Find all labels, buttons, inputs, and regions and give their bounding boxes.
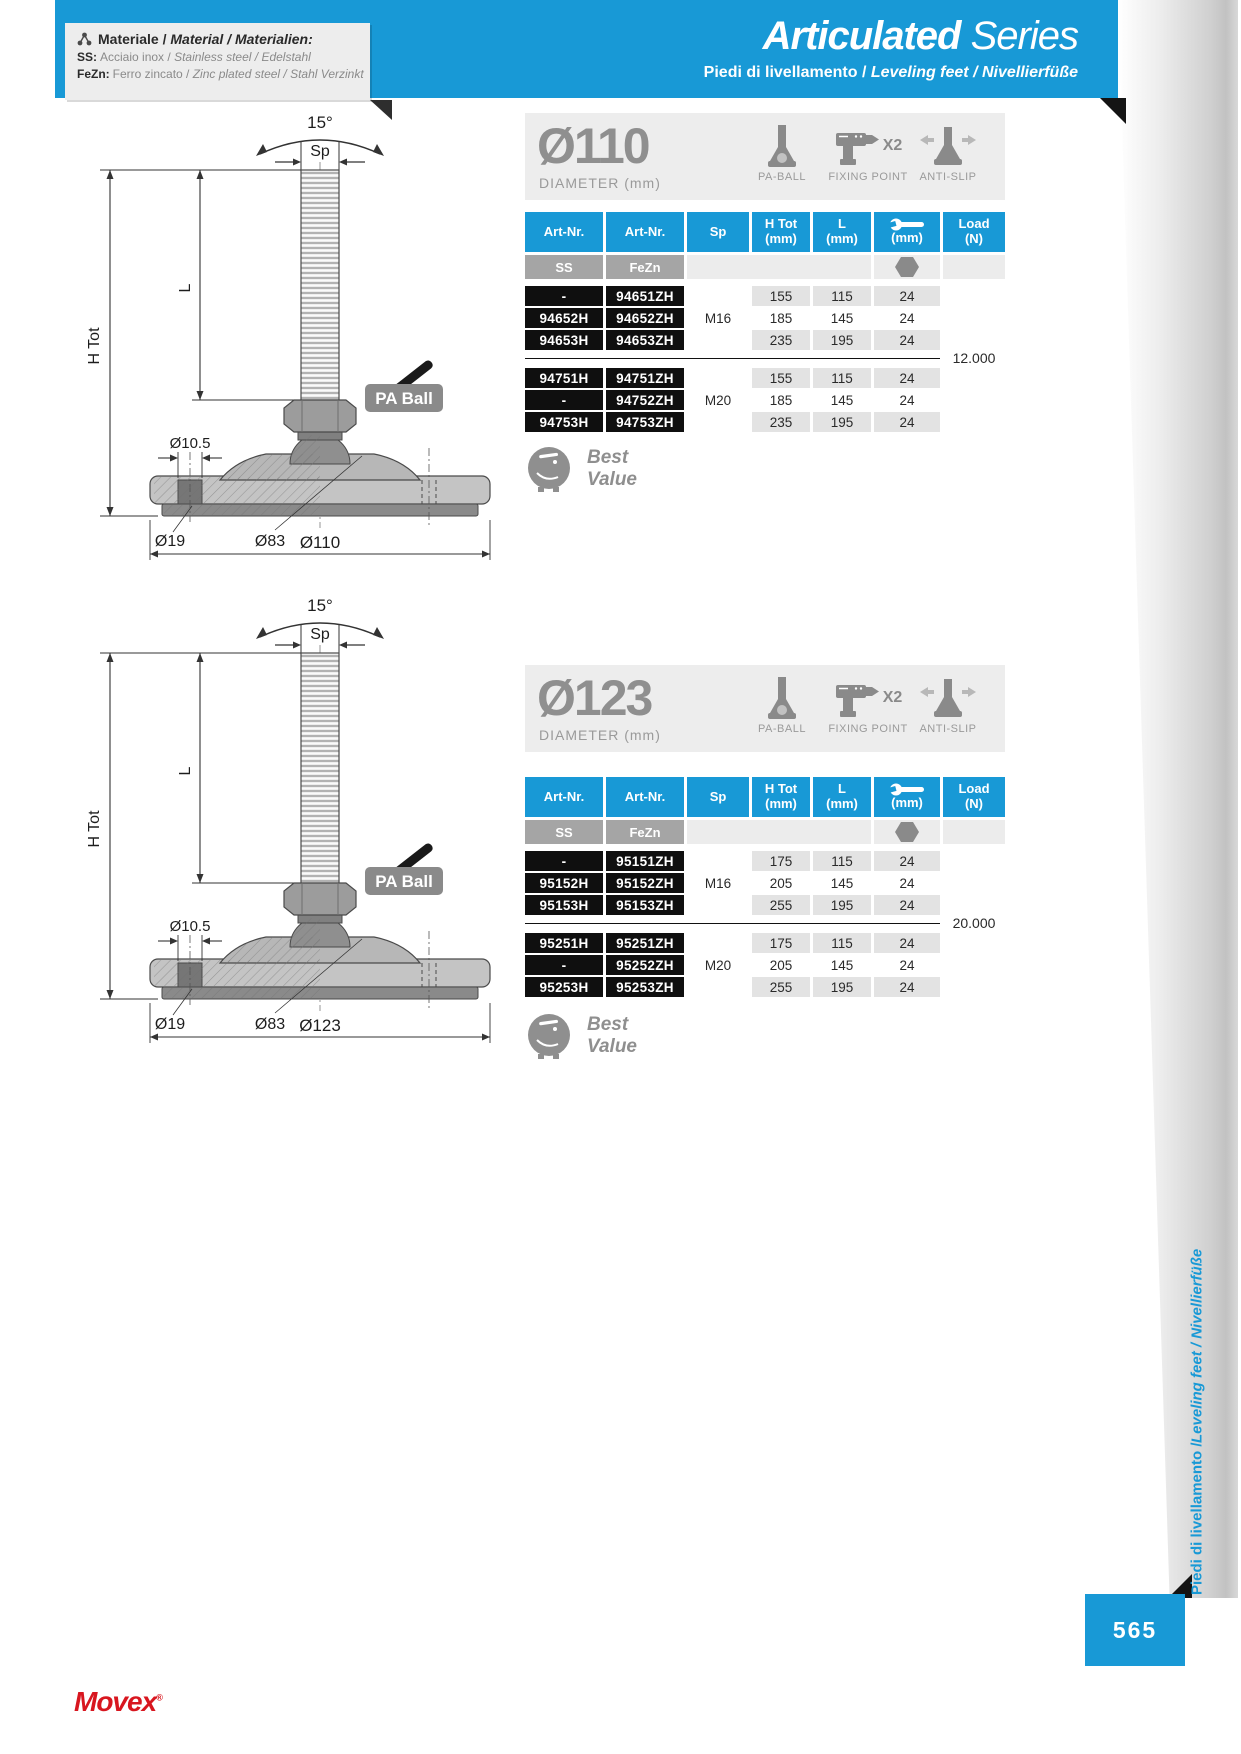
hole-dia-label: Ø10.5 xyxy=(169,435,211,452)
sp-label: Sp xyxy=(310,143,330,160)
htot-cell: 235 xyxy=(752,330,810,350)
key-cell: 24 xyxy=(874,873,940,893)
feature-anti-slip: ANTI-SLIP xyxy=(908,125,988,183)
fixing-x2: X2 xyxy=(882,137,903,154)
sub-spacer xyxy=(687,820,871,844)
key-cell: 24 xyxy=(874,851,940,871)
hex-nut-icon xyxy=(895,257,919,277)
table-row xyxy=(525,390,1005,410)
material-title-it: Materiale / xyxy=(98,31,171,47)
table-row xyxy=(525,330,1005,350)
sp-cell xyxy=(687,368,749,388)
material-line-fezn: FeZn: Ferro zincato / Zinc plated steel / Stahl Verzinkt xyxy=(77,67,364,81)
sp-cell: M16 xyxy=(704,310,732,326)
material-title-en: Material / Materialien: xyxy=(170,31,313,47)
load-value: 20.000 xyxy=(952,915,996,931)
page-subtitle xyxy=(704,64,1078,82)
artnr-fezn: 94653ZH xyxy=(606,330,684,350)
l-cell: 195 xyxy=(813,977,871,997)
table-row xyxy=(525,368,1005,388)
key-cell: 24 xyxy=(874,330,940,350)
anti-slip-icon xyxy=(920,677,976,719)
sub-fezn: FeZn xyxy=(606,255,684,279)
col-l: L (mm) xyxy=(813,777,871,817)
sidebar-text-en: Leveling feet / Nivellierfüße xyxy=(1188,1248,1206,1443)
sp-cell xyxy=(687,412,749,432)
diameter-caption: DIAMETER (mm) xyxy=(539,727,661,743)
key-cell: 24 xyxy=(874,955,940,975)
l-cell: 195 xyxy=(813,412,871,432)
sub-hex xyxy=(874,255,940,279)
table-subheader-row xyxy=(525,255,1005,279)
l-cell: 195 xyxy=(813,895,871,915)
artnr-ss: 94652H xyxy=(525,308,603,328)
artnr-fezn: 95252ZH xyxy=(606,955,684,975)
artnr-fezn: 94652ZH xyxy=(606,308,684,328)
feature-fixing-point: X2 FIXING POINT xyxy=(818,125,918,183)
artnr-ss: 94751H xyxy=(525,368,603,388)
artnr-ss: 95251H xyxy=(525,933,603,953)
spec-table-123 xyxy=(525,777,1005,997)
angle-label: 15° xyxy=(307,596,333,615)
table-subheader-row xyxy=(525,820,1005,844)
best-value-text: Best Value xyxy=(587,1014,637,1057)
drill-icon xyxy=(834,125,880,167)
feature-pa-ball: PA-BALL xyxy=(747,125,817,183)
col-htot: H Tot (mm) xyxy=(752,777,810,817)
artnr-ss: 95153H xyxy=(525,895,603,915)
col-wrench: (mm) xyxy=(874,212,940,252)
d19-label: Ø19 xyxy=(154,1016,186,1033)
angle-label: 15° xyxy=(307,113,333,132)
col-load: Load (N) xyxy=(943,777,1005,817)
table-row xyxy=(525,412,1005,432)
key-cell: 24 xyxy=(874,390,940,410)
feature-pa-ball: PA-BALL xyxy=(747,677,817,735)
l-cell: 115 xyxy=(813,933,871,953)
l-cell: 195 xyxy=(813,330,871,350)
artnr-fezn: 94752ZH xyxy=(606,390,684,410)
key-cell: 24 xyxy=(874,308,940,328)
pa-ball-icon xyxy=(760,677,804,719)
sub-load-spacer xyxy=(943,820,1005,844)
htot-label: H Tot xyxy=(86,810,103,848)
key-cell: 24 xyxy=(874,977,940,997)
l-cell: 145 xyxy=(813,955,871,975)
artnr-ss: - xyxy=(525,390,603,410)
drill-icon xyxy=(834,677,880,719)
diameter-caption: DIAMETER (mm) xyxy=(539,175,661,191)
col-htot: H Tot (mm) xyxy=(752,212,810,252)
sp-cell xyxy=(687,286,749,306)
registered-mark: ® xyxy=(156,1692,162,1703)
feature-anti-slip: ANTI-SLIP xyxy=(908,677,988,735)
diameter-value: Ø110 xyxy=(537,118,649,174)
sub-hex xyxy=(874,820,940,844)
technical-drawing-123 xyxy=(70,595,510,1065)
artnr-fezn: 94751ZH xyxy=(606,368,684,388)
sp-cell xyxy=(687,330,749,350)
table-row xyxy=(525,977,1005,997)
d83-label: Ø83 xyxy=(254,533,286,550)
svg-text:PA Ball: PA Ball xyxy=(375,389,433,408)
htot-cell: 175 xyxy=(752,851,810,871)
key-cell: 24 xyxy=(874,412,940,432)
key-cell: 24 xyxy=(874,895,940,915)
key-cell: 24 xyxy=(874,368,940,388)
hole-dia-label: Ø10.5 xyxy=(169,918,211,935)
col-load: Load (N) xyxy=(943,212,1005,252)
htot-cell: 155 xyxy=(752,368,810,388)
pa-ball-badge xyxy=(365,384,443,412)
col-sp: Sp xyxy=(687,212,749,252)
sub-ss: SS xyxy=(525,255,603,279)
material-ss-label: SS: xyxy=(77,50,98,64)
subtitle-en: Leveling feet / Nivellierfüße xyxy=(870,64,1078,81)
sp-cell: M16 xyxy=(704,875,732,891)
d83-label: Ø83 xyxy=(254,1016,286,1033)
htot-cell: 235 xyxy=(752,412,810,432)
col-artnr-fezn: Art-Nr. xyxy=(606,777,684,817)
sub-spacer xyxy=(687,255,871,279)
htot-cell: 175 xyxy=(752,933,810,953)
divider-line xyxy=(525,923,940,924)
brand-logo: Movex® xyxy=(74,1686,162,1717)
col-artnr-ss: Art-Nr. xyxy=(525,212,603,252)
svg-text:PA Ball: PA Ball xyxy=(375,872,433,891)
artnr-ss: 94753H xyxy=(525,412,603,432)
sidebar-vertical-text xyxy=(1182,1248,1212,1596)
sp-cell: M20 xyxy=(704,392,732,408)
sp-cell xyxy=(687,933,749,953)
subtitle-it: Piedi di livellamento / xyxy=(703,64,871,81)
l-cell: 145 xyxy=(813,873,871,893)
anti-slip-icon xyxy=(920,125,976,167)
htot-cell: 255 xyxy=(752,977,810,997)
best-value-badge xyxy=(525,1012,637,1060)
feature-fixing-point: X2 FIXING POINT xyxy=(818,677,918,735)
sub-ss: SS xyxy=(525,820,603,844)
pa-ball-icon xyxy=(760,125,804,167)
artnr-ss: 95253H xyxy=(525,977,603,997)
divider-line xyxy=(525,358,940,359)
spec-table-110 xyxy=(525,212,1005,432)
sp-cell: M20 xyxy=(704,957,732,973)
htot-cell: 255 xyxy=(752,895,810,915)
group-divider xyxy=(525,915,1005,931)
technical-drawing-110 xyxy=(70,112,510,582)
best-value-badge xyxy=(525,445,637,493)
col-sp: Sp xyxy=(687,777,749,817)
key-cell: 24 xyxy=(874,286,940,306)
base-dia-label: Ø110 xyxy=(299,533,341,552)
material-icon xyxy=(77,32,92,47)
diameter-value: Ø123 xyxy=(537,670,652,726)
col-l: L (mm) xyxy=(813,212,871,252)
artnr-ss: 94653H xyxy=(525,330,603,350)
piggy-bank-icon xyxy=(525,1012,573,1060)
hex-nut-icon xyxy=(895,822,919,842)
artnr-fezn: 95153ZH xyxy=(606,895,684,915)
col-wrench: (mm) xyxy=(874,777,940,817)
artnr-fezn: 95253ZH xyxy=(606,977,684,997)
sub-load-spacer xyxy=(943,255,1005,279)
page-number: 565 xyxy=(1112,1616,1158,1643)
title-main: Articulated xyxy=(762,14,961,58)
sp-cell xyxy=(687,977,749,997)
table-header-row xyxy=(525,212,1005,252)
artnr-ss: - xyxy=(525,851,603,871)
htot-cell: 185 xyxy=(752,308,810,328)
l-cell: 115 xyxy=(813,286,871,306)
section-band-123 xyxy=(525,665,1005,752)
page-number-box xyxy=(1085,1594,1185,1666)
htot-cell: 155 xyxy=(752,286,810,306)
sub-fezn: FeZn xyxy=(606,820,684,844)
page-title xyxy=(763,14,1078,59)
l-cell: 115 xyxy=(813,368,871,388)
table-row xyxy=(525,873,1005,893)
sp-label: Sp xyxy=(310,626,330,643)
artnr-ss: 95152H xyxy=(525,873,603,893)
fixing-x2: X2 xyxy=(882,689,903,706)
d19-label: Ø19 xyxy=(154,533,186,550)
title-sub: Series xyxy=(960,14,1078,58)
htot-cell: 205 xyxy=(752,955,810,975)
table-row xyxy=(525,933,1005,953)
artnr-fezn: 94651ZH xyxy=(606,286,684,306)
artnr-fezn: 95151ZH xyxy=(606,851,684,871)
l-label: L xyxy=(177,283,194,293)
table-row xyxy=(525,308,1005,328)
page-curl-strip xyxy=(1118,0,1238,1598)
load-value: 12.000 xyxy=(952,350,996,366)
table-row xyxy=(525,955,1005,975)
htot-cell: 185 xyxy=(752,390,810,410)
group-divider xyxy=(525,350,1005,366)
material-box xyxy=(65,23,370,100)
base-dia-label: Ø123 xyxy=(299,1016,341,1035)
material-title xyxy=(77,31,358,47)
material-fezn-label: FeZn: xyxy=(77,67,110,81)
artnr-ss: - xyxy=(525,955,603,975)
key-cell: 24 xyxy=(874,933,940,953)
l-cell: 145 xyxy=(813,390,871,410)
material-line-ss: SS: Acciaio inox / Stainless steel / Edelstahl xyxy=(77,50,311,64)
sidebar-text-it: Piedi di livellamento / xyxy=(1188,1442,1206,1596)
pa-ball-badge xyxy=(365,867,443,895)
table-header-row xyxy=(525,777,1005,817)
sp-cell xyxy=(687,851,749,871)
sp-cell xyxy=(687,895,749,915)
artnr-fezn: 95152ZH xyxy=(606,873,684,893)
piggy-bank-icon xyxy=(525,445,573,493)
table-row xyxy=(525,895,1005,915)
table-row xyxy=(525,286,1005,306)
l-cell: 115 xyxy=(813,851,871,871)
l-cell: 145 xyxy=(813,308,871,328)
l-label: L xyxy=(177,766,194,776)
artnr-fezn: 95251ZH xyxy=(606,933,684,953)
section-band-110 xyxy=(525,113,1005,200)
col-artnr-fezn: Art-Nr. xyxy=(606,212,684,252)
artnr-fezn: 94753ZH xyxy=(606,412,684,432)
htot-cell: 205 xyxy=(752,873,810,893)
artnr-ss: - xyxy=(525,286,603,306)
best-value-text: Best Value xyxy=(587,447,637,490)
htot-label: H Tot xyxy=(86,327,103,365)
col-artnr-ss: Art-Nr. xyxy=(525,777,603,817)
table-row xyxy=(525,851,1005,871)
